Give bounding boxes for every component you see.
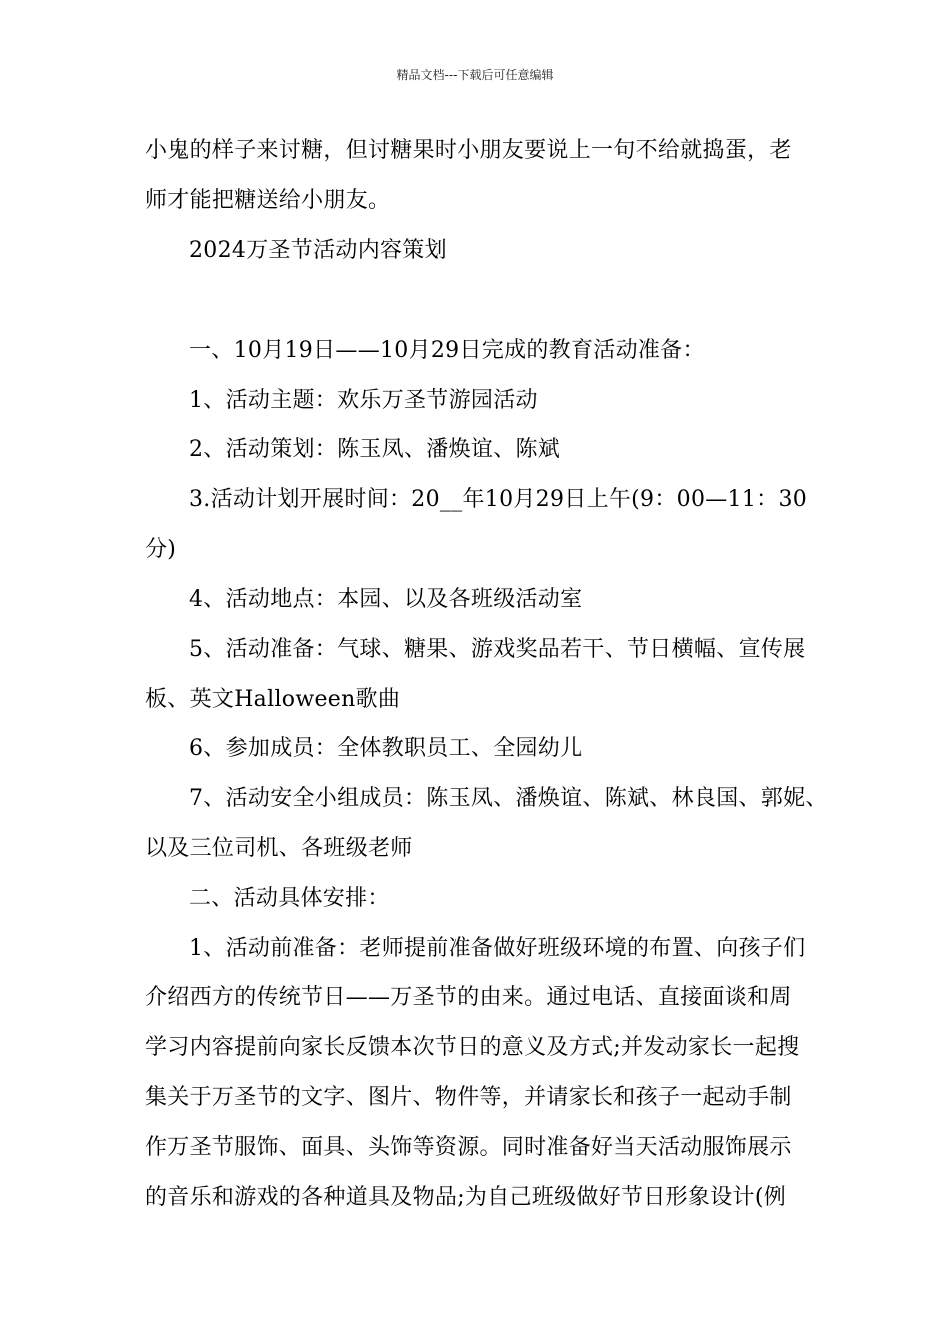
text-line: 1、活动前准备：老师提前准备做好班级环境的布置、向孩子们 (189, 936, 806, 961)
section-heading: 2024万圣节活动内容策划 (189, 238, 447, 263)
text-line: 的音乐和游戏的各种道具及物品;为自己班级做好节日形象设计(例 (145, 1185, 786, 1210)
text-line: 5、活动准备：气球、糖果、游戏奖品若干、节日横幅、宣传展 (189, 637, 806, 662)
text-line: 介绍西方的传统节日——万圣节的由来。通过电话、直接面谈和周 (145, 985, 792, 1010)
text-line: 以及三位司机、各班级老师 (145, 836, 413, 861)
page-header: 精品文档---下载后可任意编辑 (396, 68, 554, 82)
text-line: 集关于万圣节的文字、图片、物件等，并请家长和孩子一起动手制 (145, 1085, 792, 1110)
text-line: 作万圣节服饰、面具、头饰等资源。同时准备好当天活动服饰展示 (145, 1135, 792, 1160)
text-line: 学习内容提前向家长反馈本次节日的意义及方式;并发动家长一起搜 (145, 1035, 800, 1060)
text-line: 7、活动安全小组成员：陈玉凤、潘焕谊、陈斌、林良国、郭妮、 (189, 786, 828, 811)
text-line: 二、活动具体安排： (189, 886, 390, 911)
text-line: 分) (145, 537, 177, 562)
text-line: 2、活动策划：陈玉凤、潘焕谊、陈斌 (189, 437, 561, 462)
text-line: 1、活动主题：欢乐万圣节游园活动 (189, 388, 538, 413)
text-line: 4、活动地点：本园、以及各班级活动室 (189, 587, 583, 612)
text-line: 板、英文Halloween歌曲 (145, 687, 401, 712)
text-line: 师才能把糖送给小朋友。 (145, 188, 391, 213)
text-line: 3.活动计划开展时间：20__年10月29日上午(9：00—11：30 (189, 487, 808, 512)
text-line: 小鬼的样子来讨糖，但讨糖果时小朋友要说上一句不给就捣蛋，老 (145, 138, 792, 163)
text-line: 6、参加成员：全体教职员工、全园幼儿 (189, 736, 583, 761)
text-line: 一、10月19日——10月29日完成的教育活动准备： (189, 338, 705, 363)
